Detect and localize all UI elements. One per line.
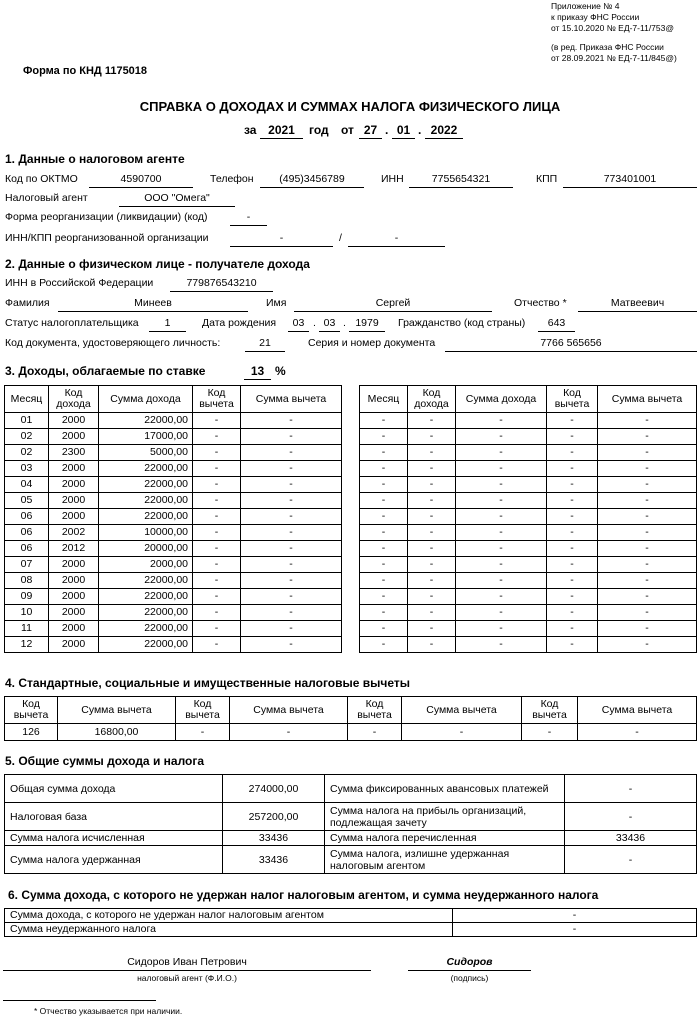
income-table-right: [359, 385, 697, 653]
income-row: [360, 605, 697, 621]
income-row: [360, 493, 697, 509]
income-row: [360, 589, 697, 605]
deduction-sum: -: [402, 724, 522, 741]
month-cell: 10: [5, 605, 49, 621]
unwithheld-table: [4, 908, 697, 937]
income-row: [5, 413, 342, 429]
first-name-value: Сергей: [294, 296, 492, 312]
footnote-divider: [3, 1000, 156, 1001]
month-cell: -: [360, 461, 408, 477]
deduction-sum-cell: -: [241, 621, 342, 637]
income-row: [360, 461, 697, 477]
deduction-sum-cell: -: [598, 413, 697, 429]
reorg-kpp-value: -: [348, 231, 445, 247]
income-row: [360, 573, 697, 589]
section-2-title: 2. Данные о физическом лице - получателе дохода: [5, 257, 310, 271]
income-row: [5, 621, 342, 637]
deduction-sum-cell: -: [598, 429, 697, 445]
deduction-code-cell: -: [193, 557, 241, 573]
signature: Сидоров: [408, 955, 531, 971]
appendix-note: Приложение № 4 к приказу ФНС России от 15.10.2020 № ЕД-7-11/753@ (в ред. Приказа ФНС России от 28.09.2021 № ЕД-7-11/845@): [551, 1, 677, 63]
income-sum-cell: -: [456, 637, 547, 653]
income-code-cell: 2000: [49, 589, 99, 605]
document-title: СПРАВКА О ДОХОДАХ И СУММАХ НАЛОГА ФИЗИЧЕСКОГО ЛИЦА: [139, 99, 561, 114]
income-row: [360, 477, 697, 493]
section-4-title: 4. Стандартные, социальные и имущественные налоговые вычеты: [5, 676, 410, 690]
agent-name-value: ООО "Омега": [119, 191, 235, 207]
deduction-code-cell: -: [547, 637, 598, 653]
deduction-sum-cell: -: [241, 413, 342, 429]
deduction-code-header: Код вычета: [348, 697, 402, 724]
income-row: [5, 589, 342, 605]
income-row: [360, 525, 697, 541]
income-code-cell: 2000: [49, 413, 99, 429]
deduction-code-cell: -: [547, 621, 598, 637]
tax-withheld-label: Сумма налога удержанная: [5, 846, 223, 874]
income-code-cell: 2002: [49, 525, 99, 541]
income-row: [360, 637, 697, 653]
income-row: [5, 541, 342, 557]
income-sum-cell: 22000,00: [99, 493, 193, 509]
income-code-cell: 2000: [49, 573, 99, 589]
income-sum-cell: 22000,00: [99, 637, 193, 653]
tax-calculated-label: Сумма налога исчисленная: [5, 831, 223, 846]
deduction-sum-cell: -: [241, 605, 342, 621]
income-code-cell: -: [408, 477, 456, 493]
profit-tax-value: -: [565, 803, 697, 831]
deduction-code-cell: -: [193, 445, 241, 461]
deduction-code-cell: -: [547, 557, 598, 573]
agent-fullname-caption: налоговый агент (Ф.И.О.): [137, 973, 237, 983]
month-cell: -: [360, 573, 408, 589]
income-row: [5, 605, 342, 621]
income-code-cell: -: [408, 637, 456, 653]
income-sum-cell: -: [456, 509, 547, 525]
month-cell: -: [360, 557, 408, 573]
income-row: [360, 557, 697, 573]
income-code-cell: 2000: [49, 461, 99, 477]
month-cell: 03: [5, 461, 49, 477]
deductions-table: [4, 696, 697, 741]
month-cell: -: [360, 509, 408, 525]
income-code-cell: 2000: [49, 493, 99, 509]
month-cell: 05: [5, 493, 49, 509]
deduction-sum-cell: -: [241, 461, 342, 477]
kpp-value: 773401001: [563, 172, 697, 188]
deduction-code-header: Код вычета: [5, 697, 58, 724]
deduction-sum: -: [578, 724, 697, 741]
income-row: [360, 429, 697, 445]
income-sum-cell: 22000,00: [99, 509, 193, 525]
deduction-code-cell: -: [193, 621, 241, 637]
tax-calculated-value: 33436: [223, 831, 325, 846]
col-income-sum: Сумма дохода: [456, 386, 547, 413]
surname-value: Минеев: [58, 296, 248, 312]
income-row: [360, 509, 697, 525]
deduction-code-cell: -: [547, 429, 598, 445]
citizenship-value: 643: [538, 316, 575, 332]
deduction-sum-cell: -: [241, 637, 342, 653]
income-sum-cell: 5000,00: [99, 445, 193, 461]
month-cell: -: [360, 429, 408, 445]
income-code-cell: -: [408, 429, 456, 445]
income-code-cell: 2012: [49, 541, 99, 557]
total-income-value: 274000,00: [223, 775, 325, 803]
tax-base-value: 257200,00: [223, 803, 325, 831]
deduction-sum-cell: -: [241, 445, 342, 461]
col-deduction-code: Код вычета: [193, 386, 241, 413]
deduction-sum: -: [230, 724, 348, 741]
income-row: [5, 637, 342, 653]
income-row: [5, 493, 342, 509]
income-code-cell: -: [408, 525, 456, 541]
birth-year-value: 1979: [349, 316, 385, 332]
taxpayer-status-value: 1: [149, 316, 186, 332]
income-row: [5, 461, 342, 477]
deduction-sum-cell: -: [241, 509, 342, 525]
month-cell: -: [360, 413, 408, 429]
profit-tax-label: Сумма налога на прибыль организаций, подлежащая зачету: [325, 803, 565, 831]
fixed-advance-label: Сумма фиксированных авансовых платежей: [325, 775, 565, 803]
deduction-sum-cell: -: [241, 573, 342, 589]
income-code-cell: 2300: [49, 445, 99, 461]
deduction-sum-cell: -: [598, 541, 697, 557]
month-cell: -: [360, 621, 408, 637]
unwithheld-income-value: -: [453, 909, 697, 923]
income-code-cell: 2000: [49, 477, 99, 493]
deduction-code: -: [176, 724, 230, 741]
income-row: [360, 621, 697, 637]
section-1-title: 1. Данные о налоговом агенте: [5, 152, 185, 166]
tax-excess-value: -: [565, 846, 697, 874]
income-code-cell: -: [408, 509, 456, 525]
deduction-code-cell: -: [193, 573, 241, 589]
income-sum-cell: -: [456, 621, 547, 637]
deduction-sum-cell: -: [598, 637, 697, 653]
month-cell: 04: [5, 477, 49, 493]
birth-month-value: 03: [319, 316, 340, 332]
total-income-label: Общая сумма дохода: [5, 775, 223, 803]
deduction-sum-cell: -: [598, 573, 697, 589]
income-sum-cell: -: [456, 557, 547, 573]
income-sum-cell: 20000,00: [99, 541, 193, 557]
income-sum-cell: 22000,00: [99, 477, 193, 493]
deduction-code-cell: -: [193, 461, 241, 477]
deduction-sum-cell: -: [598, 509, 697, 525]
deduction-code-header: Код вычета: [176, 697, 230, 724]
income-sum-cell: -: [456, 445, 547, 461]
deduction-sum-cell: -: [598, 605, 697, 621]
date-day: 27: [359, 123, 382, 139]
month-cell: -: [360, 605, 408, 621]
tax-rate-value: 13: [244, 364, 271, 380]
tax-base-label: Налоговая база: [5, 803, 223, 831]
income-row: [5, 509, 342, 525]
income-code-cell: 2000: [49, 605, 99, 621]
deduction-sum: 16800,00: [58, 724, 176, 741]
section-3-title: 3. Доходы, облагаемые по ставке: [5, 364, 206, 378]
tax-withheld-value: 33436: [223, 846, 325, 874]
deduction-code-cell: -: [193, 493, 241, 509]
income-sum-cell: 10000,00: [99, 525, 193, 541]
income-row: [5, 429, 342, 445]
income-row: [360, 413, 697, 429]
income-code-cell: 2000: [49, 509, 99, 525]
col-income-code: Код дохода: [49, 386, 99, 413]
income-code-cell: -: [408, 493, 456, 509]
income-sum-cell: -: [456, 493, 547, 509]
month-cell: -: [360, 477, 408, 493]
report-year: 2021: [260, 123, 303, 139]
deduction-code: 126: [5, 724, 58, 741]
tax-excess-label: Сумма налога, излишне удержанная налоговым агентом: [325, 846, 565, 874]
income-sum-cell: -: [456, 541, 547, 557]
income-sum-cell: -: [456, 605, 547, 621]
month-cell: 02: [5, 445, 49, 461]
month-cell: 08: [5, 573, 49, 589]
section-5-title: 5. Общие суммы дохода и налога: [5, 754, 205, 768]
col-deduction-code: Код вычета: [547, 386, 598, 413]
deduction-code-cell: -: [547, 541, 598, 557]
income-sum-cell: -: [456, 429, 547, 445]
reorg-inn-value: -: [230, 231, 333, 247]
income-code-cell: 2000: [49, 557, 99, 573]
income-code-cell: 2000: [49, 637, 99, 653]
income-code-cell: -: [408, 621, 456, 637]
deduction-code: -: [348, 724, 402, 741]
deduction-sum-cell: -: [598, 493, 697, 509]
income-code-cell: -: [408, 589, 456, 605]
col-income-sum: Сумма дохода: [99, 386, 193, 413]
income-sum-cell: 22000,00: [99, 461, 193, 477]
income-sum-cell: 17000,00: [99, 429, 193, 445]
month-cell: 06: [5, 541, 49, 557]
income-row: [5, 573, 342, 589]
deduction-code-header: Код вычета: [522, 697, 578, 724]
deduction-sum-cell: -: [598, 621, 697, 637]
month-cell: 11: [5, 621, 49, 637]
income-sum-cell: -: [456, 477, 547, 493]
income-code-cell: -: [408, 557, 456, 573]
deduction-code-cell: -: [547, 589, 598, 605]
birth-day-value: 03: [288, 316, 309, 332]
deduction-code-cell: -: [193, 637, 241, 653]
deduction-sum-cell: -: [598, 589, 697, 605]
oktmo-value: 4590700: [89, 172, 193, 188]
month-cell: -: [360, 445, 408, 461]
deduction-sum-cell: -: [598, 557, 697, 573]
deduction-sum-cell: -: [241, 589, 342, 605]
deduction-code-cell: -: [547, 509, 598, 525]
deduction-code-cell: -: [547, 573, 598, 589]
deduction-code-cell: -: [193, 605, 241, 621]
deduction-sum-cell: -: [241, 557, 342, 573]
deduction-code-cell: -: [193, 589, 241, 605]
month-cell: 12: [5, 637, 49, 653]
unwithheld-tax-value: -: [453, 923, 697, 937]
month-cell: 01: [5, 413, 49, 429]
deduction-sum-cell: -: [598, 461, 697, 477]
income-sum-cell: 22000,00: [99, 589, 193, 605]
deduction-code-cell: -: [547, 461, 598, 477]
tax-transferred-label: Сумма налога перечисленная: [325, 831, 565, 846]
deduction-code: -: [522, 724, 578, 741]
deduction-code-cell: -: [547, 525, 598, 541]
deduction-sum-header: Сумма вычета: [578, 697, 697, 724]
form-code: Форма по КНД 1175018: [23, 65, 148, 77]
deduction-sum-cell: -: [598, 525, 697, 541]
month-cell: 06: [5, 509, 49, 525]
income-sum-cell: -: [456, 461, 547, 477]
deduction-code-cell: -: [193, 509, 241, 525]
income-sum-cell: 22000,00: [99, 605, 193, 621]
fixed-advance-value: -: [565, 775, 697, 803]
deduction-sum-cell: -: [241, 525, 342, 541]
month-cell: -: [360, 525, 408, 541]
month-cell: 02: [5, 429, 49, 445]
income-sum-cell: 22000,00: [99, 573, 193, 589]
income-sum-cell: -: [456, 413, 547, 429]
income-sum-cell: 22000,00: [99, 413, 193, 429]
deduction-sum-cell: -: [598, 445, 697, 461]
month-cell: -: [360, 589, 408, 605]
section-6-title: 6. Сумма дохода, с которого не удержан налог налоговым агентом, и сумма неудержанного налога: [8, 888, 599, 902]
totals-table: [4, 774, 697, 874]
date-month: 01: [392, 123, 415, 139]
col-income-code: Код дохода: [408, 386, 456, 413]
patronymic-value: Матвеевич: [578, 296, 697, 312]
doc-code-value: 21: [245, 336, 285, 352]
income-sum-cell: -: [456, 573, 547, 589]
agent-fullname: Сидоров Иван Петрович: [3, 955, 371, 971]
signature-caption: (подпись): [450, 973, 489, 983]
phone-value: (495)3456789: [260, 172, 364, 188]
income-sum-cell: -: [456, 589, 547, 605]
deduction-sum-header: Сумма вычета: [58, 697, 176, 724]
income-table-left: [4, 385, 342, 653]
month-cell: -: [360, 493, 408, 509]
income-row: [5, 445, 342, 461]
income-sum-cell: 2000,00: [99, 557, 193, 573]
reorg-form-value: -: [230, 210, 267, 226]
deduction-code-cell: -: [547, 605, 598, 621]
date-year: 2022: [425, 123, 463, 139]
deduction-sum-cell: -: [241, 477, 342, 493]
unwithheld-income-label: Сумма дохода, с которого не удержан налог налоговым агентом: [5, 909, 453, 923]
income-code-cell: -: [408, 461, 456, 477]
income-code-cell: -: [408, 413, 456, 429]
col-month: Месяц: [360, 386, 408, 413]
deduction-code-cell: -: [547, 413, 598, 429]
income-code-cell: -: [408, 573, 456, 589]
income-row: [5, 557, 342, 573]
col-deduction-sum: Сумма вычета: [241, 386, 342, 413]
deduction-sum-cell: -: [598, 477, 697, 493]
agent-inn-value: 7755654321: [409, 172, 513, 188]
deduction-sum-cell: -: [241, 429, 342, 445]
deduction-sum-header: Сумма вычета: [402, 697, 522, 724]
doc-number-value: 7766 565656: [445, 336, 697, 352]
income-row: [5, 525, 342, 541]
unwithheld-tax-label: Сумма неудержанного налога: [5, 923, 453, 937]
deduction-sum-cell: -: [241, 541, 342, 557]
tax-transferred-value: 33436: [565, 831, 697, 846]
person-inn-value: 779876543210: [170, 276, 273, 292]
income-code-cell: 2000: [49, 621, 99, 637]
col-month: Месяц: [5, 386, 49, 413]
income-sum-cell: -: [456, 525, 547, 541]
deduction-code-cell: -: [193, 429, 241, 445]
income-code-cell: -: [408, 541, 456, 557]
deduction-sum-cell: -: [241, 493, 342, 509]
deduction-code-cell: -: [193, 541, 241, 557]
income-code-cell: 2000: [49, 429, 99, 445]
col-deduction-sum: Сумма вычета: [598, 386, 697, 413]
month-cell: 06: [5, 525, 49, 541]
income-code-cell: -: [408, 445, 456, 461]
deduction-code-cell: -: [193, 525, 241, 541]
deduction-code-cell: -: [547, 445, 598, 461]
income-row: [5, 477, 342, 493]
deduction-code-cell: -: [547, 477, 598, 493]
income-row: [360, 445, 697, 461]
month-cell: -: [360, 637, 408, 653]
income-row: [360, 541, 697, 557]
income-sum-cell: 22000,00: [99, 621, 193, 637]
deduction-code-cell: -: [193, 413, 241, 429]
income-code-cell: -: [408, 605, 456, 621]
deduction-code-cell: -: [547, 493, 598, 509]
deduction-code-cell: -: [193, 477, 241, 493]
month-cell: 09: [5, 589, 49, 605]
footnote: * Отчество указывается при наличии.: [34, 1006, 183, 1016]
month-cell: -: [360, 541, 408, 557]
deduction-sum-header: Сумма вычета: [230, 697, 348, 724]
month-cell: 07: [5, 557, 49, 573]
